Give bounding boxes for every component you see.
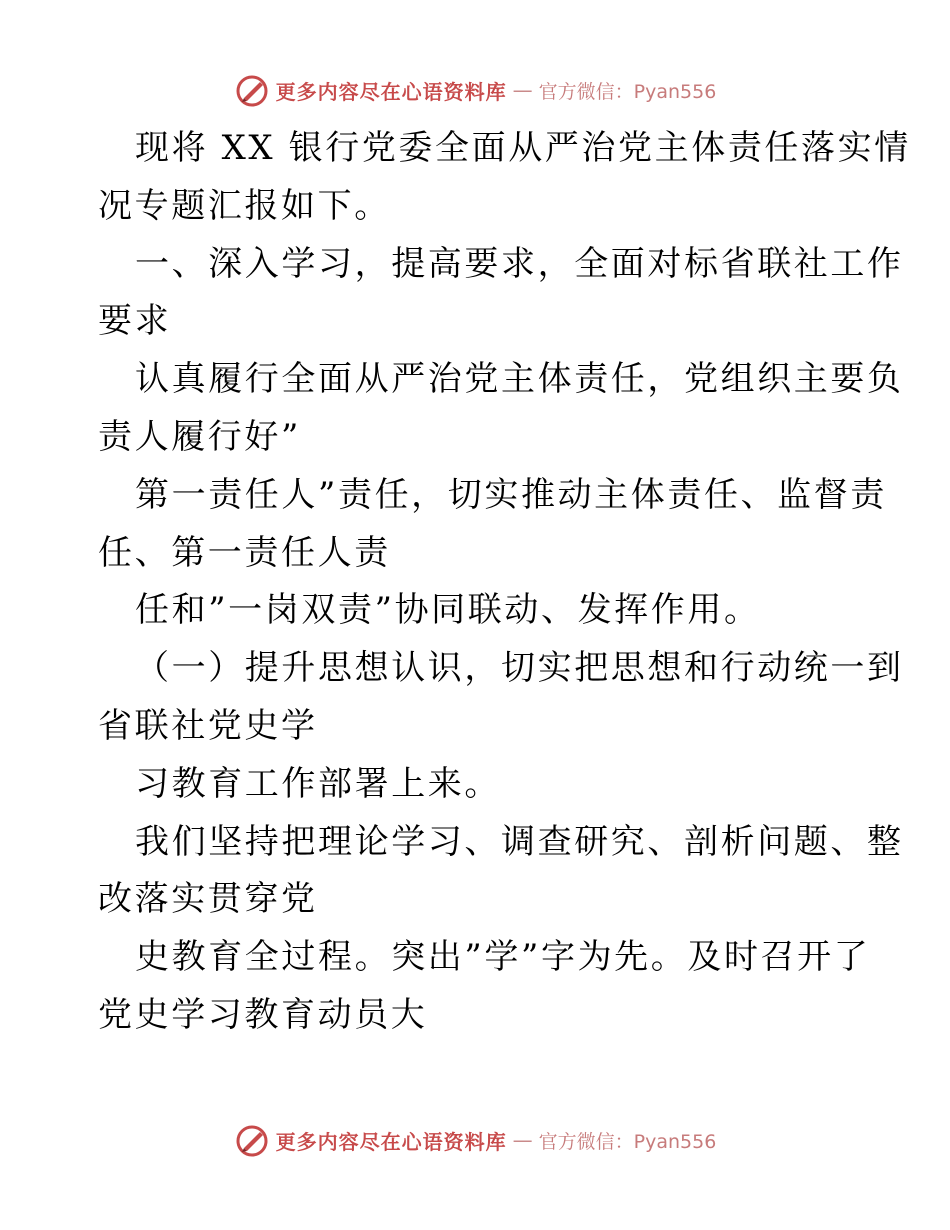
subsection-heading-line: 省联社党史学 [98,705,318,746]
text-line: 认真履行全面从严治党主体责任，党组织主要负 [135,359,904,400]
text-line: 习教育工作部署上来。 [135,763,501,804]
text-line: 第一责任人”责任，切实推动主体责任、监督责 [135,474,887,515]
text-line: 现将 XX 银行党委全面从严治党主体责任落实情 [135,128,911,168]
banner-title: 更多内容尽在心语资料库 [275,79,507,104]
text-line: 改落实贯穿党 [98,879,318,920]
text-line: 责人履行好” [98,416,301,457]
footer-watermark-banner [0,1120,950,1160]
header-watermark-banner [0,70,950,110]
text-line: 任和”一岗双责”协同联动、发挥作用。 [135,590,761,631]
text-line: 史教育全过程。突出”学”字为先。及时召开了 [135,937,871,978]
text-line: 我们坚持把理论学习、调查研究、剖析问题、整 [135,821,904,862]
section-heading-line: 要求 [98,301,172,342]
text-line: 任、第一责任人责 [98,532,391,573]
banner-wechat: 官方微信：Pyan556 [538,80,717,103]
banner-dash: — [512,1128,533,1152]
document-body [98,120,911,1045]
section-heading-line: 一、深入学习，提高要求，全面对标省联社工作 [135,243,904,284]
pen-logo-icon [234,1122,270,1158]
subsection-heading-line: （一）提升思想认识，切实把思想和行动统一到 [135,648,904,689]
pen-logo-icon [234,72,270,108]
banner-dash: — [512,78,533,102]
banner-wechat: 官方微信：Pyan556 [538,1130,717,1153]
text-line: 党史学习教育动员大 [98,994,428,1035]
text-line: 况专题汇报如下。 [98,185,391,226]
banner-title: 更多内容尽在心语资料库 [275,1129,507,1154]
